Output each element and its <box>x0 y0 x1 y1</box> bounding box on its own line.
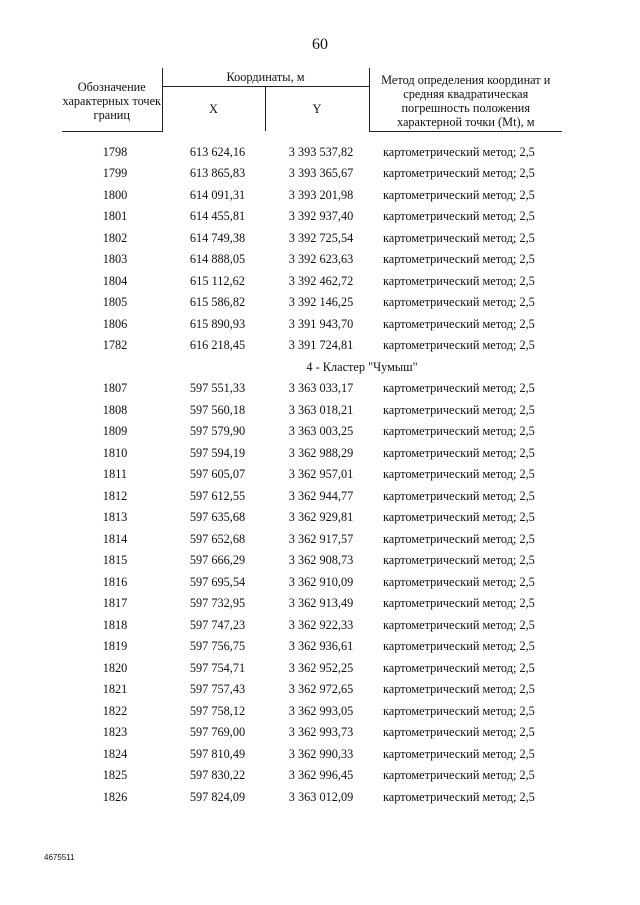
method-cell: картометрический метод; 2,5 <box>383 230 535 245</box>
method-cell: картометрический метод; 2,5 <box>383 166 535 181</box>
x-cell: 614 091,31 <box>189 187 246 202</box>
x-cell: 615 112,62 <box>190 273 245 288</box>
table-header <box>62 68 562 131</box>
method-cell: картометрический метод; 2,5 <box>383 445 535 460</box>
method-cell: картометрический метод; 2,5 <box>383 209 535 224</box>
point-cell: 1799 <box>102 166 128 181</box>
point-cell: 1810 <box>102 445 128 460</box>
method-cell: картометрический метод; 2,5 <box>383 187 535 202</box>
point-cell: 1815 <box>102 553 128 568</box>
table-row <box>62 249 562 271</box>
method-cell: картометрический метод; 2,5 <box>383 574 535 589</box>
header-y: Y <box>312 102 322 116</box>
method-cell: картометрический метод; 2,5 <box>383 682 535 697</box>
table-row <box>62 206 562 228</box>
x-cell: 597 666,29 <box>189 553 246 568</box>
table-row <box>62 271 562 293</box>
table-row <box>62 443 562 465</box>
table-row <box>62 185 562 207</box>
x-cell: 615 586,82 <box>189 295 246 310</box>
table-row <box>62 765 562 787</box>
table-row <box>62 722 562 744</box>
x-cell: 597 754,71 <box>189 660 246 675</box>
y-cell: 3 362 908,73 <box>288 553 354 568</box>
table-row <box>62 593 562 615</box>
method-cell: картометрический метод; 2,5 <box>383 725 535 740</box>
method-cell: картометрический метод; 2,5 <box>383 510 535 525</box>
x-cell: 597 652,68 <box>189 531 246 546</box>
method-cell: картометрический метод; 2,5 <box>383 660 535 675</box>
y-cell: 3 362 993,73 <box>288 725 354 740</box>
table-row <box>62 421 562 443</box>
method-cell: картометрический метод; 2,5 <box>383 144 535 159</box>
point-cell: 1824 <box>102 746 128 761</box>
header-method-text: Метод определения координат и средняя квадратическая погрешность положения характерной точки (Mt), м <box>381 72 551 129</box>
y-cell: 3 392 462,72 <box>288 273 354 288</box>
point-cell: 1808 <box>102 402 128 417</box>
point-cell: 1812 <box>102 488 128 503</box>
x-cell: 597 810,49 <box>189 746 246 761</box>
method-cell: картометрический метод; 2,5 <box>383 402 535 417</box>
y-cell: 3 362 972,65 <box>288 682 354 697</box>
method-cell: картометрический метод; 2,5 <box>383 273 535 288</box>
point-cell: 1801 <box>102 209 128 224</box>
method-cell: картометрический метод; 2,5 <box>383 381 535 396</box>
x-cell: 614 455,81 <box>189 209 246 224</box>
y-cell: 3 362 917,57 <box>288 531 354 546</box>
table-row <box>62 486 562 508</box>
table-row <box>62 228 562 250</box>
x-cell: 597 732,95 <box>189 596 246 611</box>
table-row <box>62 292 562 314</box>
x-cell: 597 579,90 <box>189 424 246 439</box>
y-cell: 3 362 913,49 <box>288 596 354 611</box>
table-row <box>62 615 562 637</box>
point-cell: 1805 <box>102 295 128 310</box>
coordinates-table <box>62 68 562 808</box>
y-cell: 3 362 996,45 <box>288 768 354 783</box>
y-cell: 3 363 033,17 <box>288 381 354 396</box>
point-cell: 1782 <box>102 338 128 353</box>
point-cell: 1807 <box>102 381 128 396</box>
table-row <box>62 658 562 680</box>
y-cell: 3 363 003,25 <box>288 424 354 439</box>
point-cell: 1813 <box>102 510 128 525</box>
y-cell: 3 362 952,25 <box>288 660 354 675</box>
method-cell: картометрический метод; 2,5 <box>383 467 535 482</box>
y-cell: 3 362 910,09 <box>288 574 354 589</box>
y-cell: 3 362 922,33 <box>288 617 354 632</box>
method-cell: картометрический метод; 2,5 <box>383 746 535 761</box>
method-cell: картометрический метод; 2,5 <box>383 295 535 310</box>
y-cell: 3 392 146,25 <box>288 295 354 310</box>
x-cell: 613 624,16 <box>189 144 246 159</box>
point-cell: 1823 <box>102 725 128 740</box>
x-cell: 613 865,83 <box>189 166 246 181</box>
header-x: X <box>162 87 265 132</box>
method-cell: картометрический метод; 2,5 <box>383 488 535 503</box>
method-cell: картометрический метод; 2,5 <box>383 639 535 654</box>
point-cell: 1800 <box>102 187 128 202</box>
y-cell: 3 362 944,77 <box>288 488 354 503</box>
point-cell: 1819 <box>102 639 128 654</box>
header-coordinates: Координаты, м <box>162 68 369 87</box>
y-cell: 3 393 201,98 <box>288 187 354 202</box>
x-cell: 615 890,93 <box>189 316 246 331</box>
x-cell: 597 695,54 <box>189 574 246 589</box>
point-cell: 1817 <box>102 596 128 611</box>
table-row <box>62 163 562 185</box>
header-method <box>369 68 562 131</box>
method-cell: картометрический метод; 2,5 <box>383 703 535 718</box>
table-row <box>62 744 562 766</box>
x-cell: 597 605,07 <box>189 467 246 482</box>
table-row <box>62 787 562 809</box>
table-row <box>62 314 562 336</box>
cluster-row <box>62 357 562 379</box>
page-number: 60 <box>312 36 328 53</box>
table-row <box>62 636 562 658</box>
y-cell: 3 362 957,01 <box>288 467 354 482</box>
x-cell: 616 218,45 <box>189 338 246 353</box>
y-cell: 3 393 365,67 <box>288 166 354 181</box>
point-cell: 1816 <box>102 574 128 589</box>
method-cell: картометрический метод; 2,5 <box>383 531 535 546</box>
header-designation <box>62 68 162 131</box>
y-cell: 3 362 988,29 <box>288 445 354 460</box>
y-cell: 3 363 012,09 <box>288 789 354 804</box>
cluster-title: 4 - Кластер "Чумыш" <box>306 359 418 374</box>
point-cell: 1825 <box>102 768 128 783</box>
point-cell: 1809 <box>102 424 128 439</box>
method-cell: картометрический метод; 2,5 <box>383 424 535 439</box>
table-row <box>62 572 562 594</box>
point-cell: 1826 <box>102 789 128 804</box>
table-row <box>62 529 562 551</box>
x-cell: 597 594,19 <box>189 445 246 460</box>
x-cell: 597 612,55 <box>189 488 246 503</box>
table-body <box>62 131 562 808</box>
point-cell: 1820 <box>102 660 128 675</box>
method-cell: картометрический метод; 2,5 <box>383 553 535 568</box>
point-cell: 1798 <box>102 144 128 159</box>
table-row <box>62 507 562 529</box>
y-cell: 3 362 929,81 <box>288 510 354 525</box>
table-row <box>62 464 562 486</box>
x-cell: 614 749,38 <box>189 230 246 245</box>
table-row <box>62 378 562 400</box>
x-cell: 597 560,18 <box>189 402 246 417</box>
point-cell: 1803 <box>102 252 128 267</box>
method-cell: картометрический метод; 2,5 <box>383 596 535 611</box>
point-cell: 1814 <box>102 531 128 546</box>
method-cell: картометрический метод; 2,5 <box>383 338 535 353</box>
x-cell: 597 824,09 <box>189 789 246 804</box>
table-row <box>62 335 562 357</box>
point-cell: 1806 <box>102 316 128 331</box>
x-cell: 614 888,05 <box>189 252 246 267</box>
method-cell: картометрический метод; 2,5 <box>383 617 535 632</box>
point-cell: 1804 <box>102 273 128 288</box>
x-cell: 597 756,75 <box>189 639 246 654</box>
y-cell: 3 392 725,54 <box>288 230 354 245</box>
y-cell: 3 393 537,82 <box>288 144 354 159</box>
y-cell: 3 391 724,81 <box>288 338 354 353</box>
method-cell: картометрический метод; 2,5 <box>383 316 535 331</box>
method-cell: картометрический метод; 2,5 <box>383 252 535 267</box>
method-cell: картометрический метод; 2,5 <box>383 768 535 783</box>
table-row <box>62 142 562 164</box>
y-cell: 3 362 936,61 <box>288 639 354 654</box>
point-cell: 1821 <box>102 682 128 697</box>
header-designation-text: Обозначение характерных точек границ <box>62 79 162 122</box>
table-row <box>62 679 562 701</box>
point-cell: 1811 <box>102 467 128 482</box>
method-cell: картометрический метод; 2,5 <box>383 789 535 804</box>
x-cell: 597 830,22 <box>189 768 246 783</box>
table-row <box>62 701 562 723</box>
x-cell: 597 758,12 <box>189 703 246 718</box>
point-cell: 1818 <box>102 617 128 632</box>
x-cell: 597 551,33 <box>189 381 246 396</box>
table-row <box>62 400 562 422</box>
x-cell: 597 747,23 <box>189 617 246 632</box>
y-cell: 3 392 937,40 <box>288 209 354 224</box>
y-cell: 3 362 990,33 <box>288 746 354 761</box>
point-cell: 1822 <box>102 703 128 718</box>
point-cell: 1802 <box>102 230 128 245</box>
y-cell: 3 391 943,70 <box>288 316 354 331</box>
table-row <box>62 550 562 572</box>
x-cell: 597 757,43 <box>189 682 246 697</box>
y-cell: 3 362 993,05 <box>288 703 354 718</box>
x-cell: 597 635,68 <box>189 510 246 525</box>
x-cell: 597 769,00 <box>189 725 246 740</box>
y-cell: 3 363 018,21 <box>288 402 354 417</box>
document-code: 4675511 <box>44 853 75 862</box>
y-cell: 3 392 623,63 <box>288 252 354 267</box>
